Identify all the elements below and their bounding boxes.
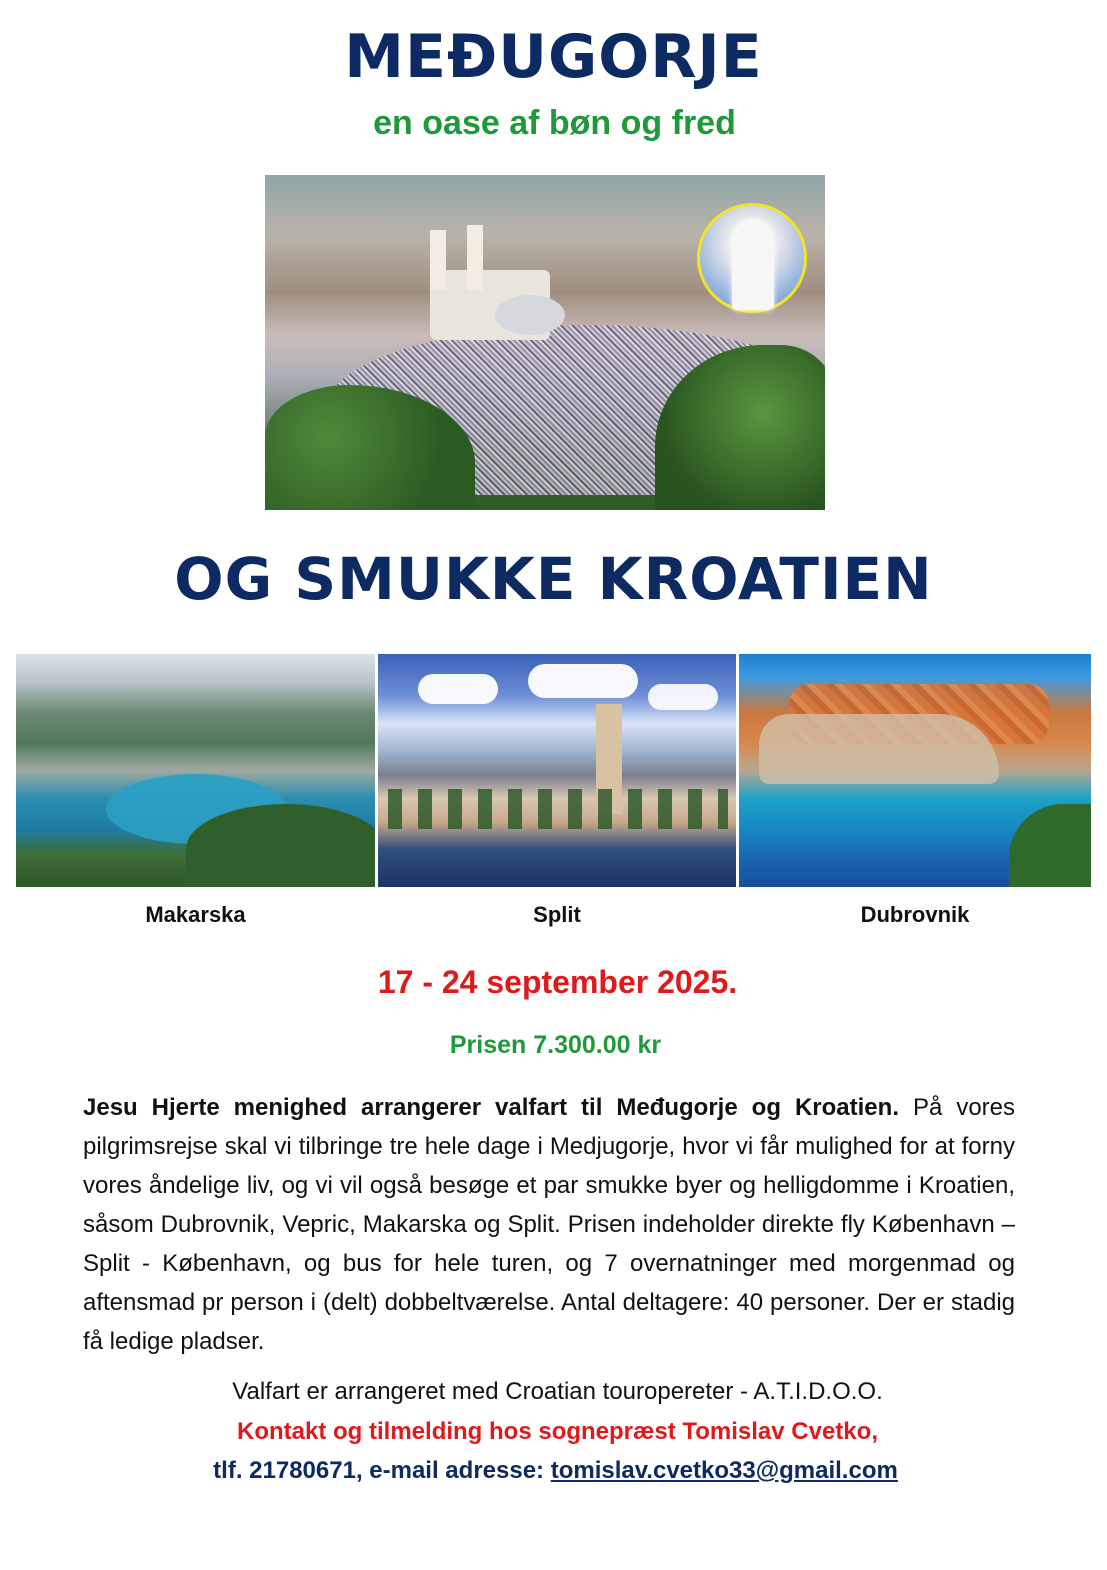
trip-dates: 17 - 24 september 2025.: [377, 964, 738, 1000]
page-subtitle: en oase af bøn og fred: [373, 104, 736, 142]
cloud-shape: [648, 684, 718, 710]
cloud-shape: [418, 674, 498, 704]
hill-shape: [186, 804, 375, 887]
church-tower-right: [467, 225, 483, 290]
palms-shape: [388, 789, 728, 829]
phone-email-line: [0, 1457, 1107, 1485]
contact-line: Kontakt og tilmelding hos sognepræst Tomislav Cvetko,: [237, 1418, 878, 1445]
organizer-line: Valfart er arrangeret med Croatian touropereter - A.T.I.D.O.O.: [232, 1378, 883, 1405]
cloud-shape: [528, 664, 638, 698]
description-text: På vores pilgrimsrejse skal vi tilbringe tre hele dage i Medjugorje, hvor vi får mulighed for at forny vores åndelige liv, og vi vil også besøge et par smukke byer og helligdomme i Kroatien, såsom Dubrovnik, Vepric, Makarska og Split. Prisen indeholder direkte fly København – Split - København, og bus for hele turen, og 7 overnatninger med morgenmad og aftensmad pr person i (delt) dobbeltværelse. Antal deltagere: 40 personer. Der er stadig få ledige pladser.: [83, 1094, 1016, 1355]
trip-price: Prisen 7.300.00 kr: [449, 1031, 662, 1059]
dubrovnik-photo: [739, 654, 1091, 887]
city-label-split: Split: [533, 902, 581, 927]
city-label-dubrovnik: Dubrovnik: [860, 902, 970, 927]
split-photo: [378, 654, 736, 887]
email-link[interactable]: tomislav.cvetko33@gmail.com: [550, 1457, 898, 1484]
cliff-shape: [1009, 804, 1091, 887]
madonna-statue-shape: [732, 220, 774, 310]
altar-dome-shape: [495, 295, 565, 335]
phone-label: tlf. 21780671, e-mail adresse:: [213, 1457, 545, 1484]
description-lead: Jesu Hjerte menighed arrangerer valfart til Međugorje og Kroatien.: [83, 1094, 899, 1121]
church-tower-left: [430, 230, 446, 290]
city-label-makarska: Makarska: [145, 902, 246, 927]
medjugorje-aerial-photo: [265, 175, 825, 510]
city-walls-shape: [759, 714, 999, 784]
page-title: MEĐUGORJE: [344, 22, 763, 92]
madonna-medallion: [697, 203, 807, 313]
description-paragraph: [83, 1088, 1015, 1361]
makarska-photo: [16, 654, 375, 887]
section-title: OG SMUKKE KROATIEN: [174, 545, 933, 613]
